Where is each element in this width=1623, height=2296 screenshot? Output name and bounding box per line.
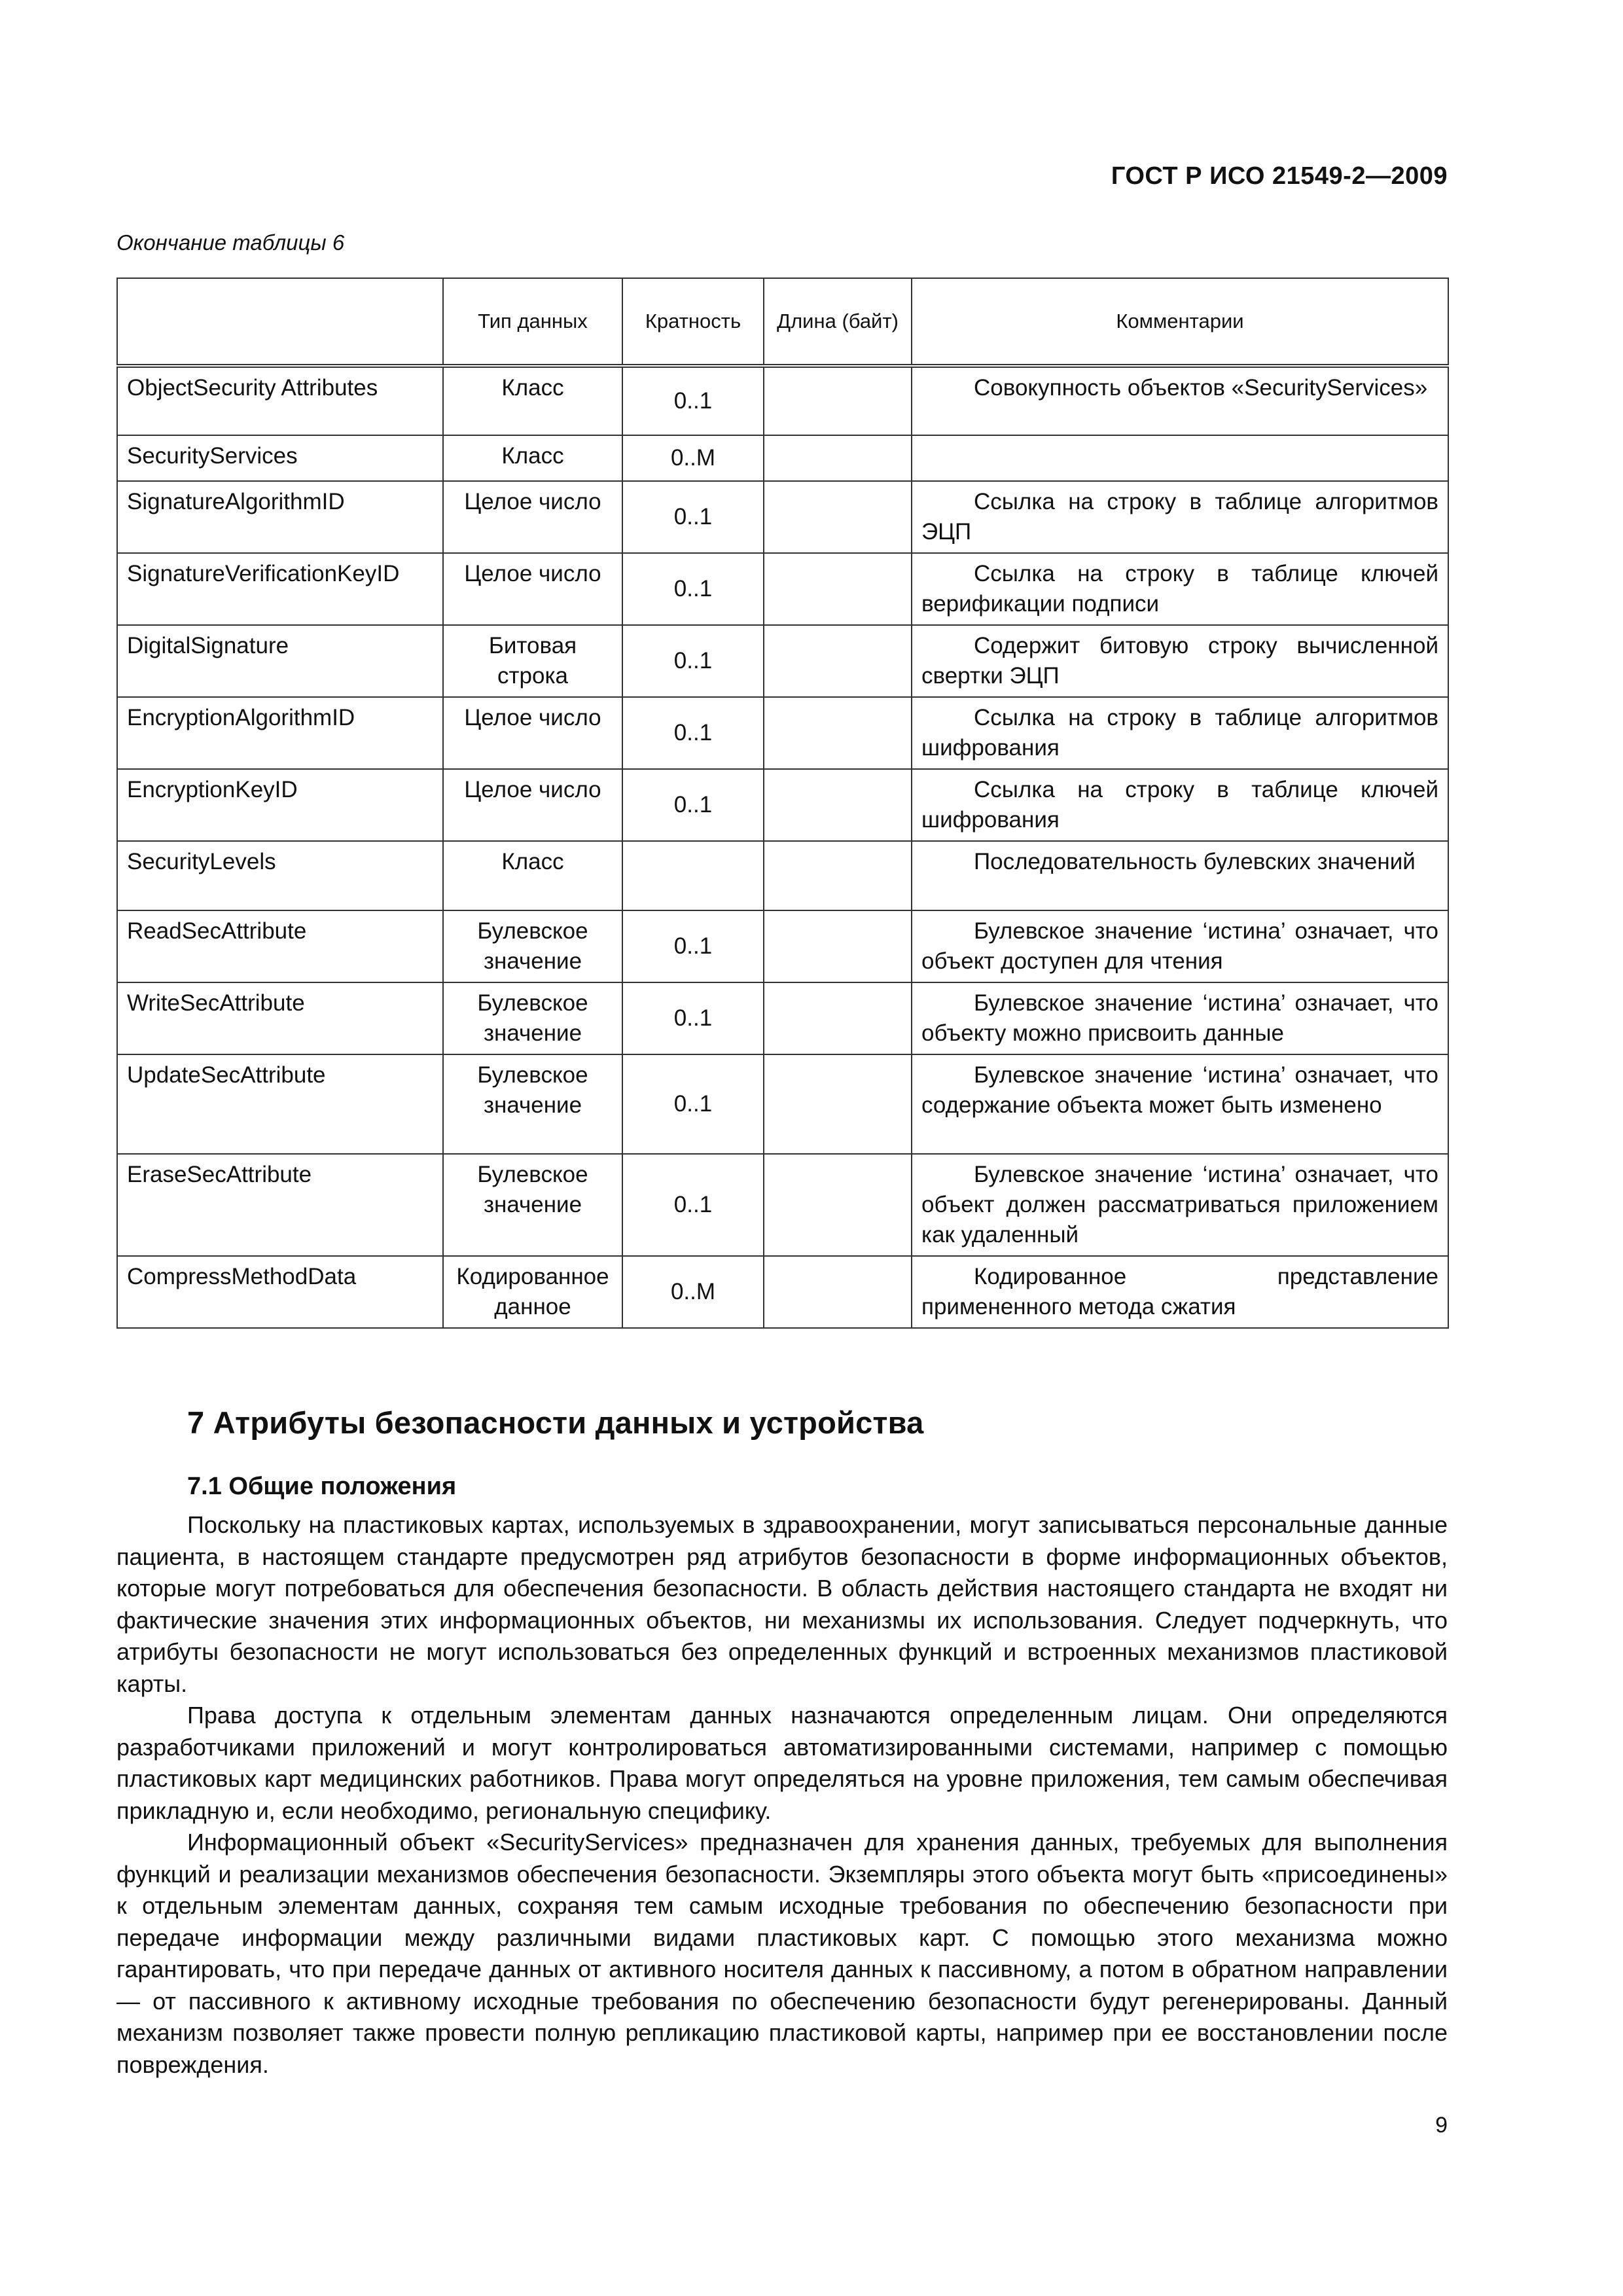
cell-comment: Ссылка на строку в таблице алгоритмов ЭЦП <box>912 481 1448 553</box>
cell-comment: Содержит битовую строку вычисленной свертки ЭЦП <box>912 625 1448 697</box>
table-row <box>117 910 1448 982</box>
table-row <box>117 481 1448 553</box>
cell-type: Булевское значение <box>443 982 622 1054</box>
cell-multiplicity: 0..1 <box>622 1054 764 1154</box>
cell-comment: Ссылка на строку в таблице алгоритмов шифрования <box>912 697 1448 769</box>
cell-name: SignatureVerificationKeyID <box>117 553 443 625</box>
cell-length <box>764 553 912 625</box>
cell-name: CompressMethodData <box>117 1256 443 1328</box>
cell-multiplicity: 0..M <box>622 1256 764 1328</box>
cell-name: SecurityLevels <box>117 841 443 910</box>
cell-multiplicity: 0..1 <box>622 1154 764 1256</box>
cell-comment: Кодированное представление примененного метода сжатия <box>912 1256 1448 1328</box>
cell-type: Кодированное данное <box>443 1256 622 1328</box>
cell-multiplicity: 0..1 <box>622 769 764 841</box>
table-row <box>117 625 1448 697</box>
cell-multiplicity: 0..1 <box>622 553 764 625</box>
paragraph: Поскольку на пластиковых картах, используемых в здравоохранении, могут записываться персональные данные пациента, в настоящем стандарте предусмотрен ряд атрибутов безопасности в форме информационных объектов, которые могут потребоваться для обеспечения безопасности. В область действия настоящего стандарта не входят ни фактические значения этих информационных объектов, ни механизмы их использования. Следует подчеркнуть, что атрибуты безопасности не могут использоваться без определенных функций и встроенных механизмов пластиковой карты. <box>116 1511 1448 1697</box>
table-row <box>117 1154 1448 1256</box>
cell-multiplicity: 0..1 <box>622 910 764 982</box>
cell-length <box>764 625 912 697</box>
cell-comment: Булевское значение ‘истина’ означает, что объект должен рассматриваться приложением как удаленный <box>912 1154 1448 1256</box>
paragraph: Права доступа к отдельным элементам данных назначаются определенным лицам. Они определяются разработчиками приложений и могут контролироваться автоматизированными системами, например с помощью пластиковых карт медицинских работников. Права могут определяться на уровне приложения, тем самым обеспечивая прикладную и, если необходимо, региональную специфику. <box>116 1702 1448 1824</box>
cell-length <box>764 1054 912 1154</box>
table-row <box>117 841 1448 910</box>
page-number: 9 <box>1435 2113 1448 2138</box>
column-header-length: Длина (байт) <box>764 278 912 366</box>
table-header-row <box>117 278 1448 366</box>
table-caption: Окончание таблицы 6 <box>116 230 345 255</box>
cell-name: EncryptionAlgorithmID <box>117 697 443 769</box>
cell-comment: Ссылка на строку в таблице ключей шифрования <box>912 769 1448 841</box>
section-heading: 7 Атрибуты безопасности данных и устройства <box>187 1405 924 1440</box>
cell-type: Булевское значение <box>443 910 622 982</box>
cell-name: EncryptionKeyID <box>117 769 443 841</box>
cell-length <box>764 697 912 769</box>
cell-length <box>764 982 912 1054</box>
cell-type: Булевское значение <box>443 1154 622 1256</box>
cell-name: ObjectSecurity Attributes <box>117 366 443 435</box>
cell-length <box>764 366 912 435</box>
cell-name: DigitalSignature <box>117 625 443 697</box>
cell-type: Битовая строка <box>443 625 622 697</box>
table-row <box>117 1054 1448 1154</box>
table-row <box>117 366 1448 435</box>
cell-comment: Булевское значение ‘истина’ означает, что объект доступен для чтения <box>912 910 1448 982</box>
cell-length <box>764 481 912 553</box>
cell-multiplicity: 0..1 <box>622 366 764 435</box>
table-row <box>117 1256 1448 1328</box>
cell-type: Целое число <box>443 481 622 553</box>
cell-comment: Последовательность булевских значений <box>912 841 1448 910</box>
cell-type: Целое число <box>443 697 622 769</box>
body-text <box>116 1509 1448 2081</box>
column-header-comments: Комментарии <box>912 278 1448 366</box>
cell-comment: Булевское значение ‘истина’ означает, что объекту можно присвоить данные <box>912 982 1448 1054</box>
cell-type: Целое число <box>443 769 622 841</box>
cell-name: SecurityServices <box>117 435 443 481</box>
cell-length <box>764 841 912 910</box>
cell-type: Класс <box>443 841 622 910</box>
cell-name: UpdateSecAttribute <box>117 1054 443 1154</box>
cell-length <box>764 1154 912 1256</box>
cell-type: Булевское значение <box>443 1054 622 1154</box>
subsection-heading: 7.1 Общие положения <box>187 1473 457 1500</box>
cell-name: SignatureAlgorithmID <box>117 481 443 553</box>
cell-multiplicity: 0..1 <box>622 625 764 697</box>
cell-comment <box>912 435 1448 481</box>
cell-name: WriteSecAttribute <box>117 982 443 1054</box>
column-header-type: Тип данных <box>443 278 622 366</box>
cell-type: Класс <box>443 435 622 481</box>
column-header-name <box>117 278 443 366</box>
paragraph: Информационный объект «SecurityServices» предназначен для хранения данных, требуемых для выполнения функций и реализации механизмов обеспечения безопасности. Экземпляры этого объекта могут быть «присоединены» к отдельным элементам данных, сохраняя тем самым исходные требования по обеспечению безопасности при передаче информации между различными видами пластиковых карт. С помощью этого механизма можно гарантировать, что при передаче данных от активного носителя данных к пассивному, а потом в обратном направлении — от пассивного к активному исходные требования по обеспечению безопасности будут регенерированы. Данный механизм позволяет также провести полную репликацию пластиковой карты, например при ее восстановлении после повреждения. <box>116 1829 1448 2078</box>
data-table <box>116 278 1449 1329</box>
cell-comment: Совокупность объектов «SecurityServices» <box>912 366 1448 435</box>
cell-comment: Ссылка на строку в таблице ключей верификации подписи <box>912 553 1448 625</box>
cell-multiplicity: 0..1 <box>622 481 764 553</box>
cell-type: Целое число <box>443 553 622 625</box>
cell-name: ReadSecAttribute <box>117 910 443 982</box>
column-header-multiplicity: Кратность <box>622 278 764 366</box>
table-row <box>117 769 1448 841</box>
cell-comment: Булевское значение ‘истина’ означает, что содержание объекта может быть изменено <box>912 1054 1448 1154</box>
table-row <box>117 553 1448 625</box>
table-row <box>117 982 1448 1054</box>
table-row <box>117 697 1448 769</box>
cell-length <box>764 435 912 481</box>
cell-name: EraseSecAttribute <box>117 1154 443 1256</box>
cell-length <box>764 769 912 841</box>
cell-type: Класс <box>443 366 622 435</box>
cell-multiplicity: 0..1 <box>622 697 764 769</box>
document-code: ГОСТ Р ИСО 21549-2—2009 <box>1111 162 1448 190</box>
cell-multiplicity: 0..1 <box>622 982 764 1054</box>
table-body <box>117 366 1448 1328</box>
cell-multiplicity <box>622 841 764 910</box>
cell-length <box>764 910 912 982</box>
table-row <box>117 435 1448 481</box>
cell-length <box>764 1256 912 1328</box>
cell-multiplicity: 0..M <box>622 435 764 481</box>
